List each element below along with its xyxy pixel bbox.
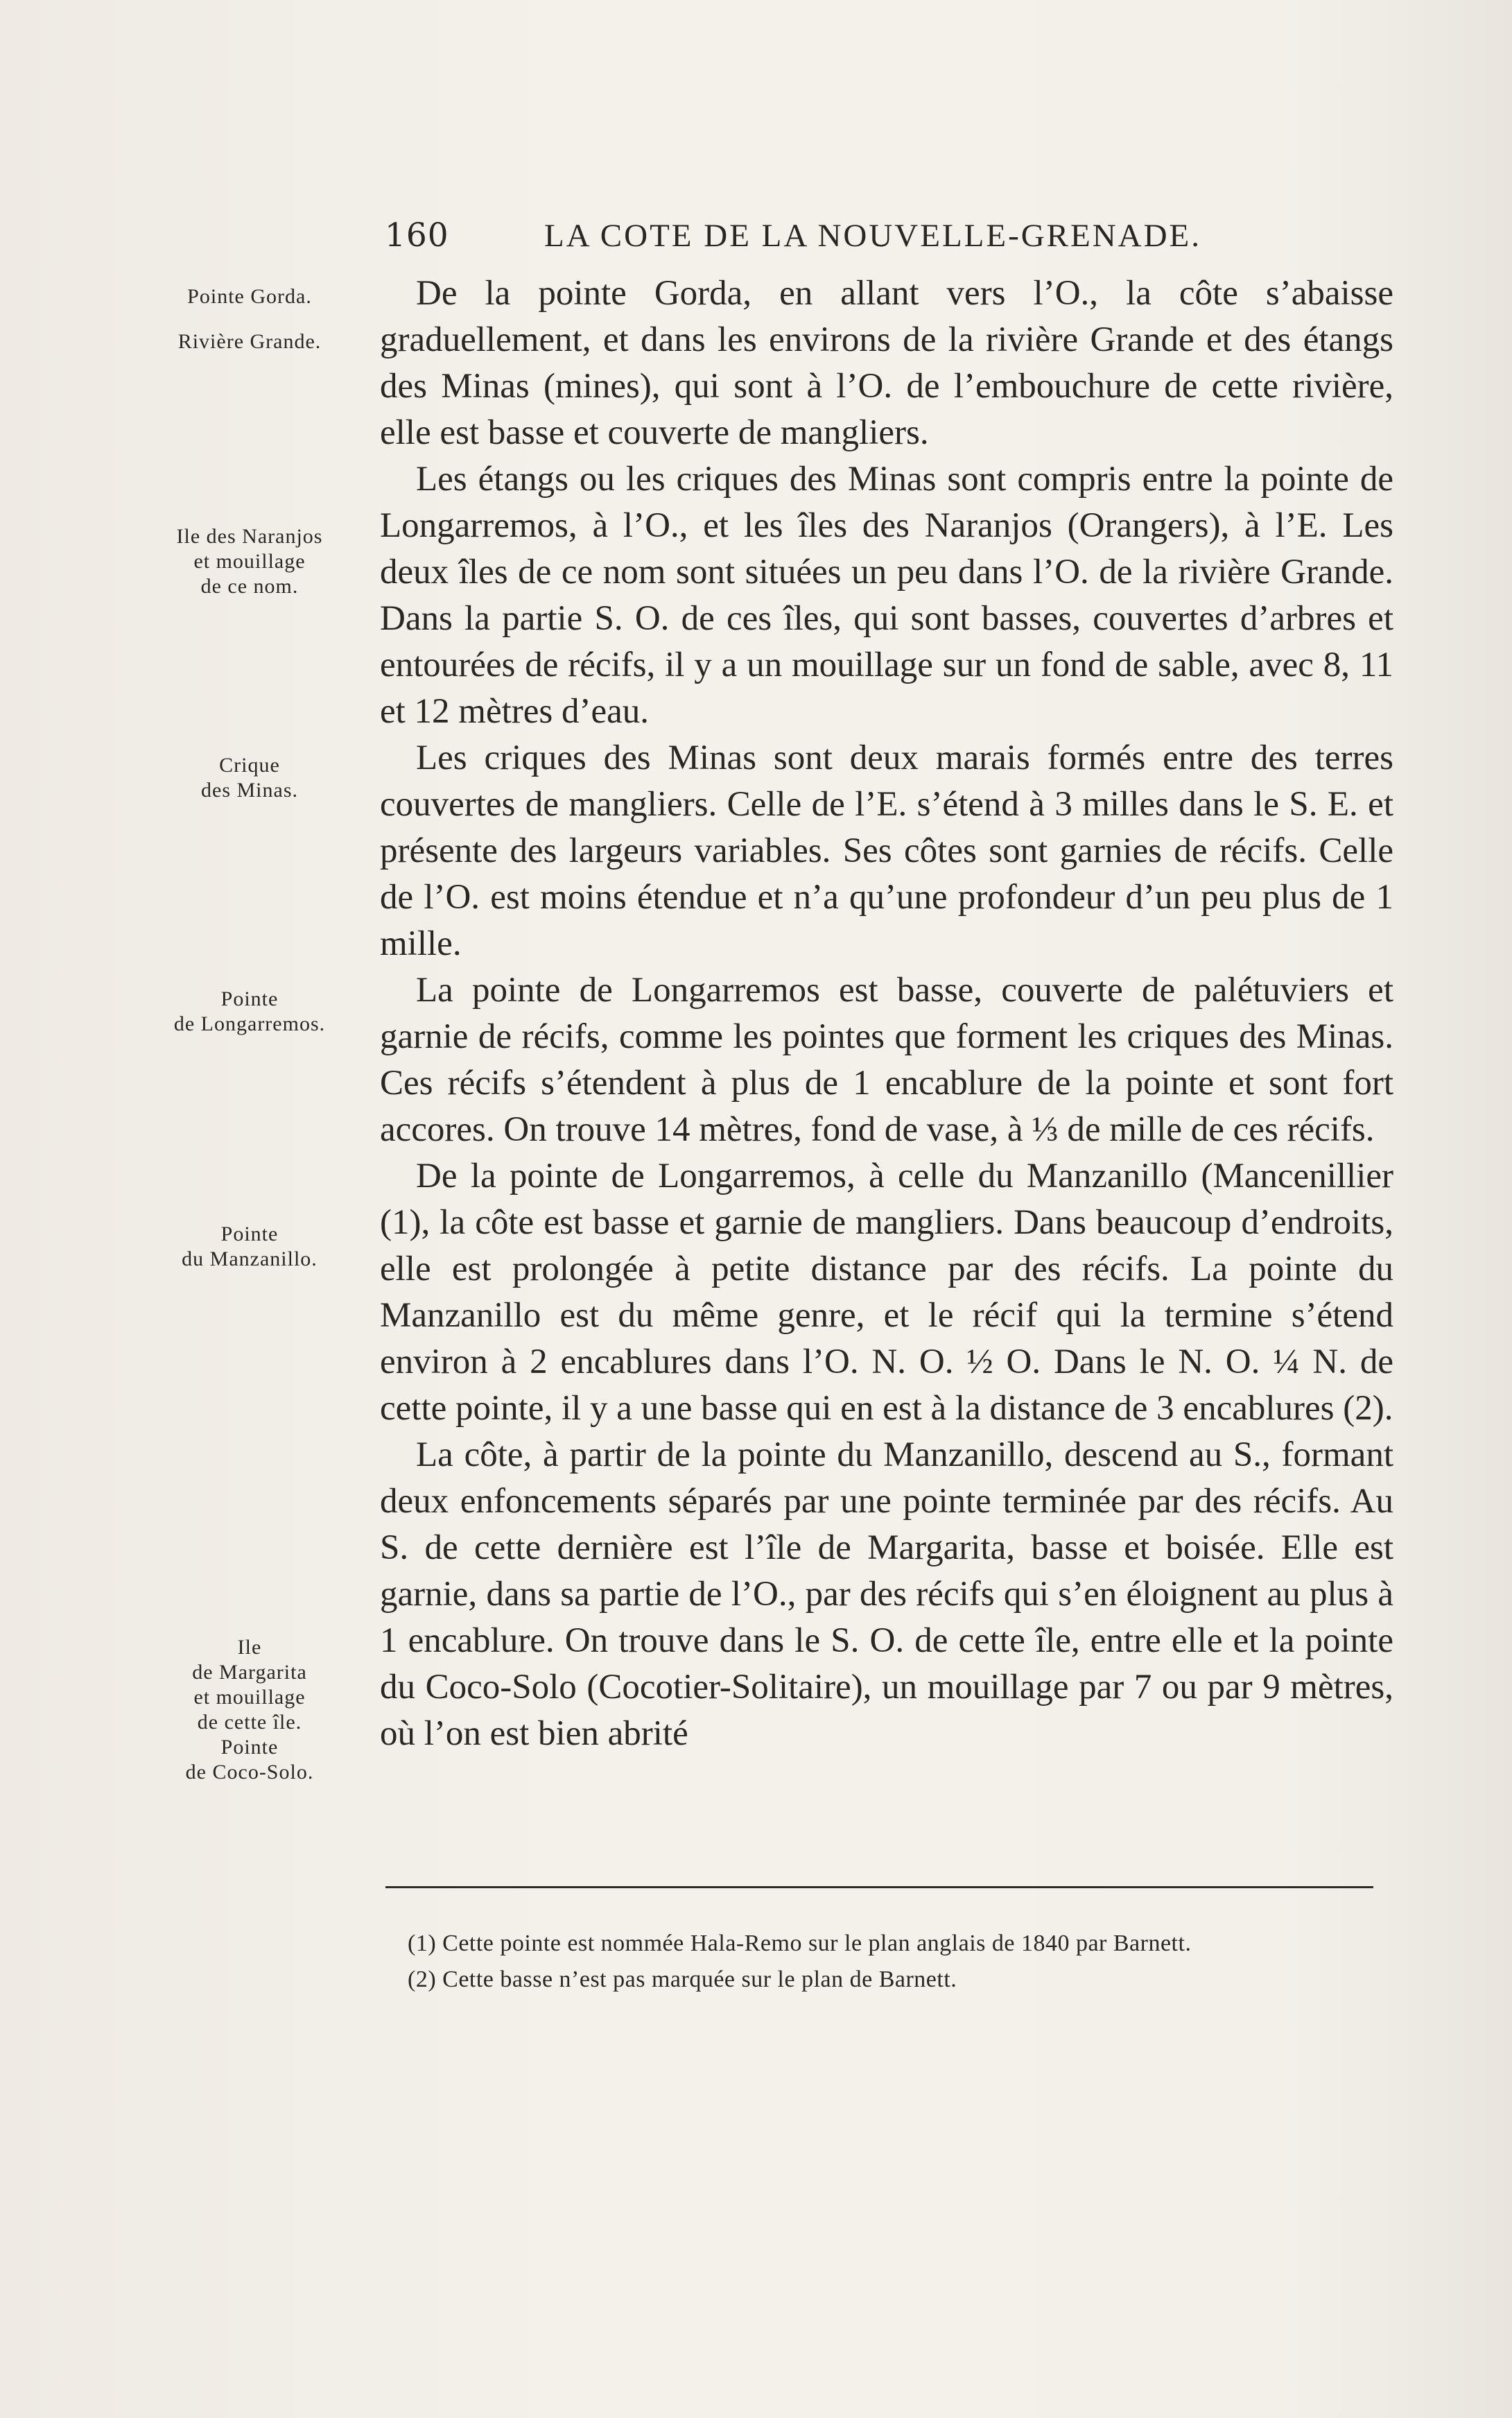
margin-note-ile-de-margarita: Ile de Margarita et mouillage de cette île. Pointe de Coco-Solo. <box>185 1636 314 1784</box>
margin-note-pointe-gorda: Pointe Gorda. <box>187 285 312 308</box>
footnote: (1) Cette pointe est nommée Hala-Remo sur le plan anglais de 1840 par Barnett. <box>408 1931 1192 1956</box>
paragraph: La pointe de Longarremos est basse, couverte de palétuviers et garnie de récifs, comme les pointes que forment les criques des Minas. Ces récifs s’étendent à plus de 1 encablure de la pointe et sont fort accores. On trouve 14 mètres, fond de vase, à ⅓ de mille de ces récifs. <box>380 971 1393 1149</box>
footnote: (2) Cette basse n’est pas marquée sur le plan de Barnett. <box>408 1967 957 1992</box>
page-number: 160 <box>385 216 449 254</box>
running-title: LA COTE DE LA NOUVELLE-GRENADE. <box>544 218 1202 254</box>
margin-note-crique-des-minas: Crique des Minas. <box>201 754 298 802</box>
paragraph: Les criques des Minas sont deux marais formés entre des terres couvertes de mangliers. Celle de l’E. s’étend à 3 milles dans le S. E. et présente des largeurs variables. Ses côtes sont garnies de récifs. Celle de l’O. est moins étendue et n’a qu’une profondeur d’un peu plus de 1 mille. <box>380 739 1393 963</box>
body-text <box>380 270 1393 1757</box>
footnotes <box>380 1928 1393 2000</box>
paragraph: De la pointe de Longarremos, à celle du Manzanillo (Mancenillier (1), la côte est basse et garnie de mangliers. Dans beaucoup d’endroits, elle est prolongée à petite distance par des récifs. La pointe du Manzanillo est du même genre, et le récif qui la termine s’étend environ à 2 encablures dans l’O. N. O. ½ O. Dans le N. O. ¼ N. de cette pointe, il y a une basse qui en est à la distance de 3 encablures (2). <box>380 1157 1393 1428</box>
margin-note-riviere-grande: Rivière Grande. <box>177 330 322 353</box>
paragraph: Les étangs ou les criques des Minas sont compris entre la pointe de Longarremos, à l’O., et les îles des Naranjos (Orangers), à l’E. Les deux îles de ce nom sont situées un peu dans l’O. de la rivière Grande. Dans la partie S. O. de ces îles, qui sont basses, couvertes d’arbres et entourées de récifs, il y a un mouillage sur un fond de sable, avec 8, 11 et 12 mètres d’eau. <box>380 460 1393 731</box>
paragraph: De la pointe Gorda, en allant vers l’O., la côte s’abaisse graduellement, et dans les environs de la rivière Grande et des étangs des Minas (mines), qui sont à l’O. de l’embouchure de cette rivière, elle est basse et couverte de mangliers. <box>380 274 1393 452</box>
footnote-divider <box>385 1886 1373 1888</box>
margin-note-pointe-du-manzanillo: Pointe du Manzanillo. <box>182 1223 318 1270</box>
paragraph: La côte, à partir de la pointe du Manzanillo, descend au S., formant deux enfoncements séparés par une pointe terminée par des récifs. Au S. de cette dernière est l’île de Margarita, basse et boisée. Elle est garnie, dans sa partie de l’O., par des récifs qui s’en éloignent au plus à 1 encablure. On trouve dans le S. O. de cette île, entre elle et la pointe du Coco-Solo (Cocotier-Solitaire), un mouillage par 7 ou par 9 mètres, où l’on est bien abrité <box>380 1435 1393 1753</box>
page-header <box>385 216 1201 254</box>
margin-note-ile-des-naranjos: Ile des Naranjos et mouillage de ce nom. <box>176 525 323 598</box>
margin-note-pointe-de-longarremos: Pointe de Longarremos. <box>173 987 326 1035</box>
